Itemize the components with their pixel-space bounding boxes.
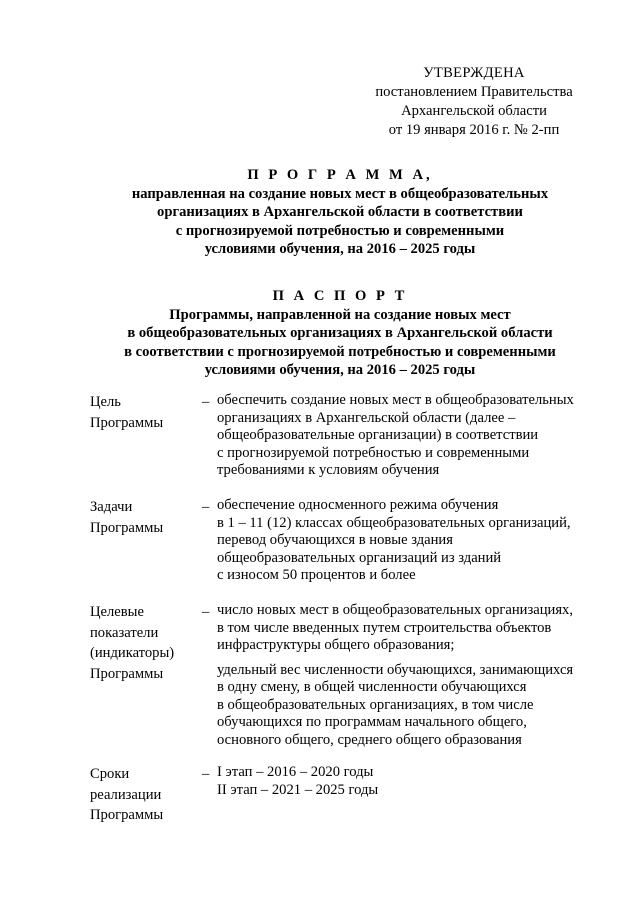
row-content	[217, 392, 597, 480]
row-text-line: число новых мест в общеобразовательных организациях,	[217, 602, 573, 618]
passport-title-line: в общеобразовательных организациях в Архангельской области	[127, 325, 553, 341]
row-label-line: Задачи	[90, 499, 133, 515]
row-content	[217, 497, 597, 585]
row-text-line: обеспечение односменного режима обучения	[217, 497, 499, 513]
row-label-line: Программы	[90, 807, 164, 823]
program-title-line: направленная на создание новых мест в общеобразовательных	[131, 185, 549, 202]
row-text-line: с износом 50 процентов и более	[217, 567, 416, 583]
approval-line: Архангельской области	[401, 103, 547, 119]
row-text-line: в том числе введенных путем строительства объектов	[217, 619, 552, 636]
row-paragraph	[217, 662, 597, 750]
approval-stamp	[354, 64, 594, 140]
row-text-line: общеобразовательные организации) в соответствии	[217, 427, 539, 443]
row-label-line: реализации	[90, 786, 162, 803]
row-label	[90, 497, 200, 538]
row-text-line: I этап – 2016 – 2020 годы	[217, 764, 374, 780]
program-title-line: организациях в Архангельской области в соответствии	[157, 204, 523, 220]
row-label-line: (индикаторы)	[90, 645, 175, 661]
passport-title-line: условиями обучения, на 2016 – 2025 годы	[204, 362, 476, 378]
row-paragraph	[217, 497, 597, 585]
row-text-line: общеобразовательных организаций из зданий	[217, 549, 502, 566]
row-label-line: Цель	[90, 394, 121, 410]
row-content	[217, 602, 597, 749]
program-title	[60, 166, 620, 259]
program-title-line: условиями обучения, на 2016 – 2025 годы	[204, 241, 476, 257]
row-label-line: показатели	[90, 624, 159, 641]
row-label	[90, 764, 200, 826]
row-dash: –	[202, 394, 210, 410]
passport-title	[60, 287, 620, 380]
row-label	[90, 602, 200, 684]
row-text-line: основного общего, среднего общего образования	[217, 731, 522, 748]
row-dash: –	[202, 604, 210, 620]
row-label	[90, 392, 200, 433]
row-text-line: обучающихся по программам начального общего,	[217, 714, 527, 730]
row-paragraph	[217, 764, 597, 799]
row-text-line: удельный вес численности обучающихся, занимающихся	[217, 661, 574, 678]
row-dash: –	[202, 499, 210, 515]
row-content	[217, 764, 597, 799]
passport-title-line: Программы, направленной на создание новых мест	[169, 306, 511, 323]
row-text-line: организациях в Архангельской области (далее –	[217, 409, 516, 426]
row-text-line: в 1 – 11 (12) классах общеобразовательных организаций,	[217, 514, 571, 531]
program-title-line: с прогнозируемой потребностью и современными	[175, 222, 505, 239]
row-text-line: перевод обучающихся в новые здания	[217, 532, 453, 548]
approval-line: постановлением Правительства	[375, 84, 573, 100]
row-paragraph	[217, 392, 597, 480]
row-text-line: инфраструктуры общего образования;	[217, 637, 455, 653]
row-text-line: в одну смену, в общей численности обучающихся	[217, 679, 527, 695]
row-label-line: Сроки	[90, 766, 130, 782]
row-label-line: Программы	[90, 665, 164, 682]
program-heading: П Р О Г Р А М М А,	[247, 167, 433, 183]
approval-heading: УТВЕРЖДЕНА	[423, 65, 525, 81]
row-text-line: с прогнозируемой потребностью и современными	[217, 444, 530, 461]
row-label-line: Программы	[90, 414, 164, 431]
row-text-line: II этап – 2021 – 2025 годы	[217, 781, 379, 798]
row-text-line: требованиями к условиям обучения	[217, 462, 440, 478]
row-label-line: Целевые	[90, 604, 144, 620]
row-text-line: обеспечить создание новых мест в общеобразовательных	[217, 392, 574, 408]
approval-date-line: от 19 января 2016 г. № 2-пп	[388, 122, 560, 138]
row-paragraph	[217, 602, 597, 655]
row-text-line: в общеобразовательных организациях, в том числе	[217, 696, 534, 713]
row-label-line: Программы	[90, 519, 164, 536]
passport-heading: П А С П О Р Т	[272, 288, 408, 304]
passport-title-line: в соответствии с прогнозируемой потребностью и современными	[124, 343, 556, 360]
row-dash: –	[202, 766, 210, 782]
